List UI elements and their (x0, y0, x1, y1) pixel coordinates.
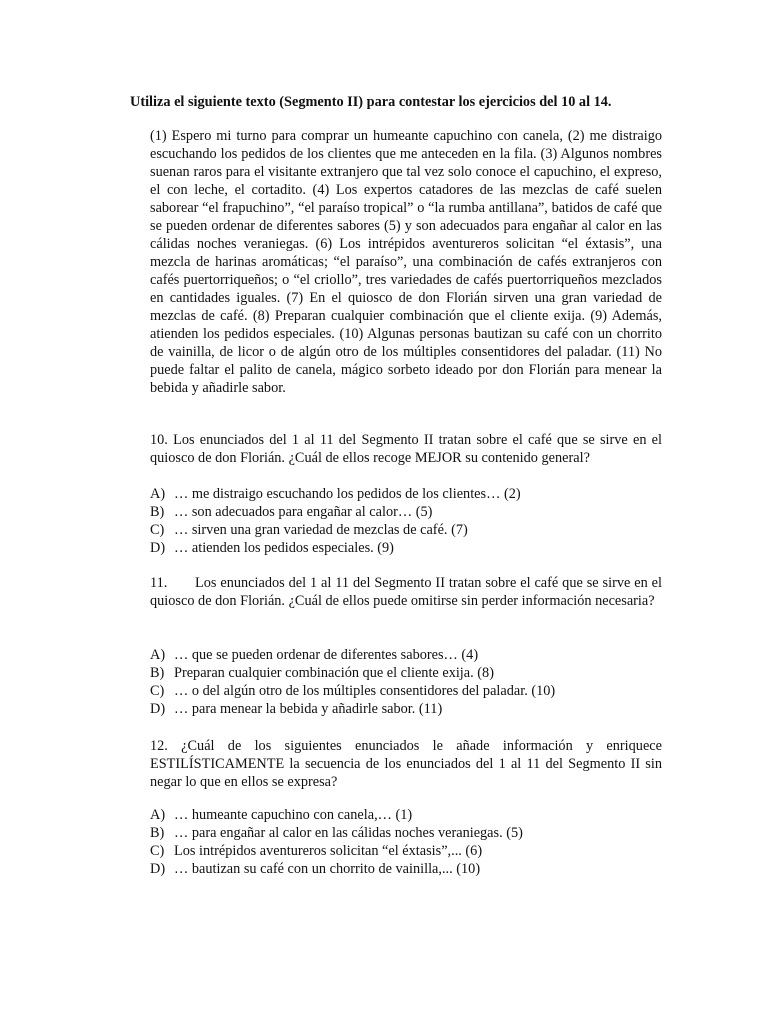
option-a (150, 485, 670, 503)
option-b (150, 503, 670, 521)
option-text: … para menear la bebida y añadirle sabor. (11) (174, 701, 443, 717)
option-d (150, 700, 670, 718)
option-c (150, 842, 670, 860)
option-text: … me distraigo escuchando los pedidos de los clientes… (2) (174, 486, 521, 502)
question-number: 12. (150, 738, 168, 754)
option-c (150, 682, 670, 700)
option-b (150, 824, 670, 842)
option-letter: C) (150, 522, 165, 538)
option-letter: D) (150, 540, 166, 556)
option-text: … sirven una gran variedad de mezclas de café. (7) (174, 522, 468, 538)
question-number: 11. (150, 575, 168, 591)
option-letter: D) (150, 861, 166, 877)
option-letter: A) (150, 486, 166, 502)
passage-segment-ii: (1) Espero mi turno para comprar un humeante capuchino con canela, (2) me distraigo escuchando los pedidos de los clientes que me anteceden en la fila. (3) Algunos nombres suenan raros para el visitante extranjero que tal vez solo conoce el capuchino, el expreso, el con leche, el cortadito. (4) Los expertos catadores de las mezclas de café suelen saborear “el frapuchino”, “el paraíso tropical” o “la rumba antillana”, batidos de café que se pueden ordenar de diferentes sabores (5) y son adecuados para engañar al calor en las cálidas noches veraniegas. (6) Los intrépidos aventureros solicitan “el éxtasis”, una mezcla de harinas aromáticas; “el paraíso”, una combinación de cafés extranjeros con cafés puertorriqueños; o “el criollo”, tres variedades de cafés puertorriqueños mezclados en cantidades iguales. (7) En el quiosco de don Florián sirven una gran variedad de mezclas de café. (8) Preparan cualquier combinación que el cliente exija. (9) Además, atienden los pedidos especiales. (10) Algunas personas bautizan su café con un chorrito de vainilla, de licor o de algún otro de los múltiples consentidores del paladar. (11) No puede faltar el palito de canela, mágico sorbeto ideado por don Florián para menear la bebida y añadirle sabor. (150, 128, 662, 396)
option-letter: B) (150, 825, 165, 841)
option-b (150, 664, 670, 682)
question-12-options (150, 806, 670, 878)
option-a (150, 646, 670, 664)
question-text: Los enunciados del 1 al 11 del Segmento II tratan sobre el café que se sirve en el quiosco de don Florián. ¿Cuál de ellos recoge MEJOR su contenido general? (150, 432, 662, 466)
question-10 (150, 431, 662, 467)
option-d (150, 539, 670, 557)
question-12 (150, 737, 662, 791)
option-letter: B) (150, 504, 165, 520)
option-d (150, 860, 670, 878)
option-letter: A) (150, 647, 166, 663)
section-heading: Utiliza el siguiente texto (Segmento II) para contestar los ejercicios del 10 al 14. (130, 94, 612, 110)
option-text: … son adecuados para engañar al calor… (5) (174, 504, 433, 520)
option-text: Los intrépidos aventureros solicitan “el éxtasis”,... (6) (174, 843, 483, 859)
question-11 (150, 574, 662, 610)
option-letter: B) (150, 665, 165, 681)
question-11-options (150, 646, 670, 718)
option-text: … para engañar al calor en las cálidas noches veraniegas. (5) (174, 825, 523, 841)
option-a (150, 806, 670, 824)
option-text: Preparan cualquier combinación que el cliente exija. (8) (174, 665, 494, 681)
option-text: … atienden los pedidos especiales. (9) (174, 540, 394, 556)
option-text: … que se pueden ordenar de diferentes sabores… (4) (174, 647, 479, 663)
question-text: Los enunciados del 1 al 11 del Segmento II tratan sobre el café que se sirve en el quiosco de don Florián. ¿Cuál de ellos puede omitirse sin perder información necesaria? (150, 575, 662, 609)
option-letter: C) (150, 843, 165, 859)
option-letter: C) (150, 683, 165, 699)
option-letter: A) (150, 807, 166, 823)
question-10-options (150, 485, 670, 557)
question-text: ¿Cuál de los siguientes enunciados le añade información y enriquece ESTILÍSTICAMENTE la secuencia de los enunciados del 1 al 11 del Segmento II sin negar lo que en ellos se expresa? (150, 738, 662, 790)
option-text: … humeante capuchino con canela,… (1) (174, 807, 413, 823)
option-text: … o del algún otro de los múltiples consentidores del paladar. (10) (174, 683, 556, 699)
option-text: … bautizan su café con un chorrito de vainilla,... (10) (174, 861, 481, 877)
question-number: 10. (150, 432, 168, 448)
option-letter: D) (150, 701, 166, 717)
option-c (150, 521, 670, 539)
